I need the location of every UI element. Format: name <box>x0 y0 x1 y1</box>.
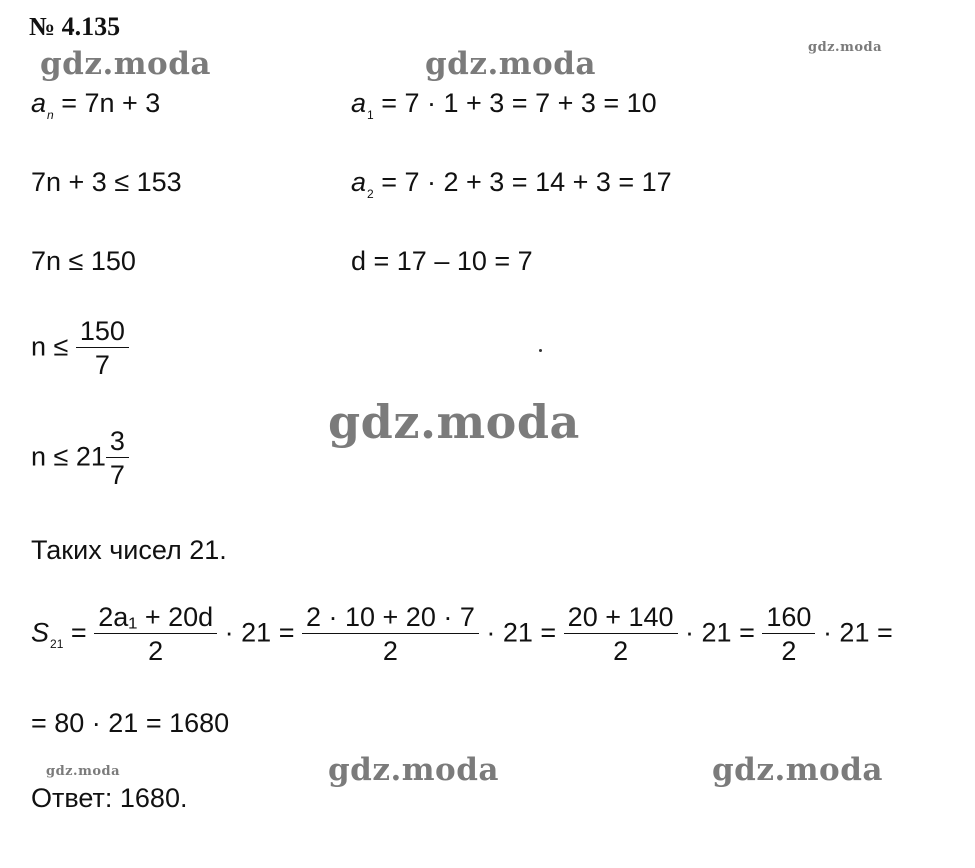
formula-a2: $a_2 = 7 \cdot 2 + 3 = 14 + 3 = 17$ <box>351 167 672 201</box>
formula-an: $a_n = 7n + 3$ <box>31 88 161 122</box>
watermark: gdz.moda <box>808 40 883 55</box>
count-sentence: Таких чисел 21. <box>31 535 227 565</box>
watermark: gdz.moda <box>328 395 580 449</box>
watermark: gdz.moda <box>40 46 211 82</box>
watermark: gdz.moda <box>712 752 883 788</box>
sum-continuation: = 80 · 21 = 1680 <box>31 708 230 738</box>
fraction: $\frac{150}{7}$ <box>76 318 129 379</box>
watermark: gdz.moda <box>425 46 596 82</box>
inequality-4: n ≤ 21 $\frac{3}{7}$ <box>31 428 129 489</box>
stray-dot <box>539 349 542 352</box>
fraction: $\frac{2 \cdot 10 + 20 \cdot 7}{2}$ <box>302 604 479 665</box>
inequality-2: 7n ≤ 150 <box>31 246 136 276</box>
fraction: $\frac{\text{2a₁ + 20d}}{2}$ <box>94 604 217 665</box>
inequality-3: n ≤ $\frac{150}{7}$ <box>31 318 129 379</box>
answer: Ответ: 1680. <box>31 783 188 813</box>
formula-a1: $a_1 = 7 \cdot 1 + 3 = 7 + 3 = 10$ <box>351 88 657 122</box>
formula-d: d = 17 – 10 = 7 <box>351 246 533 276</box>
problem-number: № 4.135 <box>29 12 121 41</box>
inequality-1: 7n + 3 ≤ 153 <box>31 167 182 197</box>
fraction: $\frac{160}{2}$ <box>762 604 815 665</box>
fraction: $\frac{3}{7}$ <box>106 428 129 489</box>
sum-formula: $S_{21}$ = $\frac{\text{2a₁ + 20d}}{2}$ · 21 = $\frac{2 \cdot 10 + 20 \cdot 7}{2}$ · 21 = $\frac{20 + 140}{2}$ · 21 = $\frac{160}{2}$ · 21 = <box>31 602 893 666</box>
fraction: $\frac{20 + 140}{2}$ <box>564 604 678 665</box>
watermark: gdz.moda <box>328 752 499 788</box>
watermark: gdz.moda <box>46 764 121 779</box>
